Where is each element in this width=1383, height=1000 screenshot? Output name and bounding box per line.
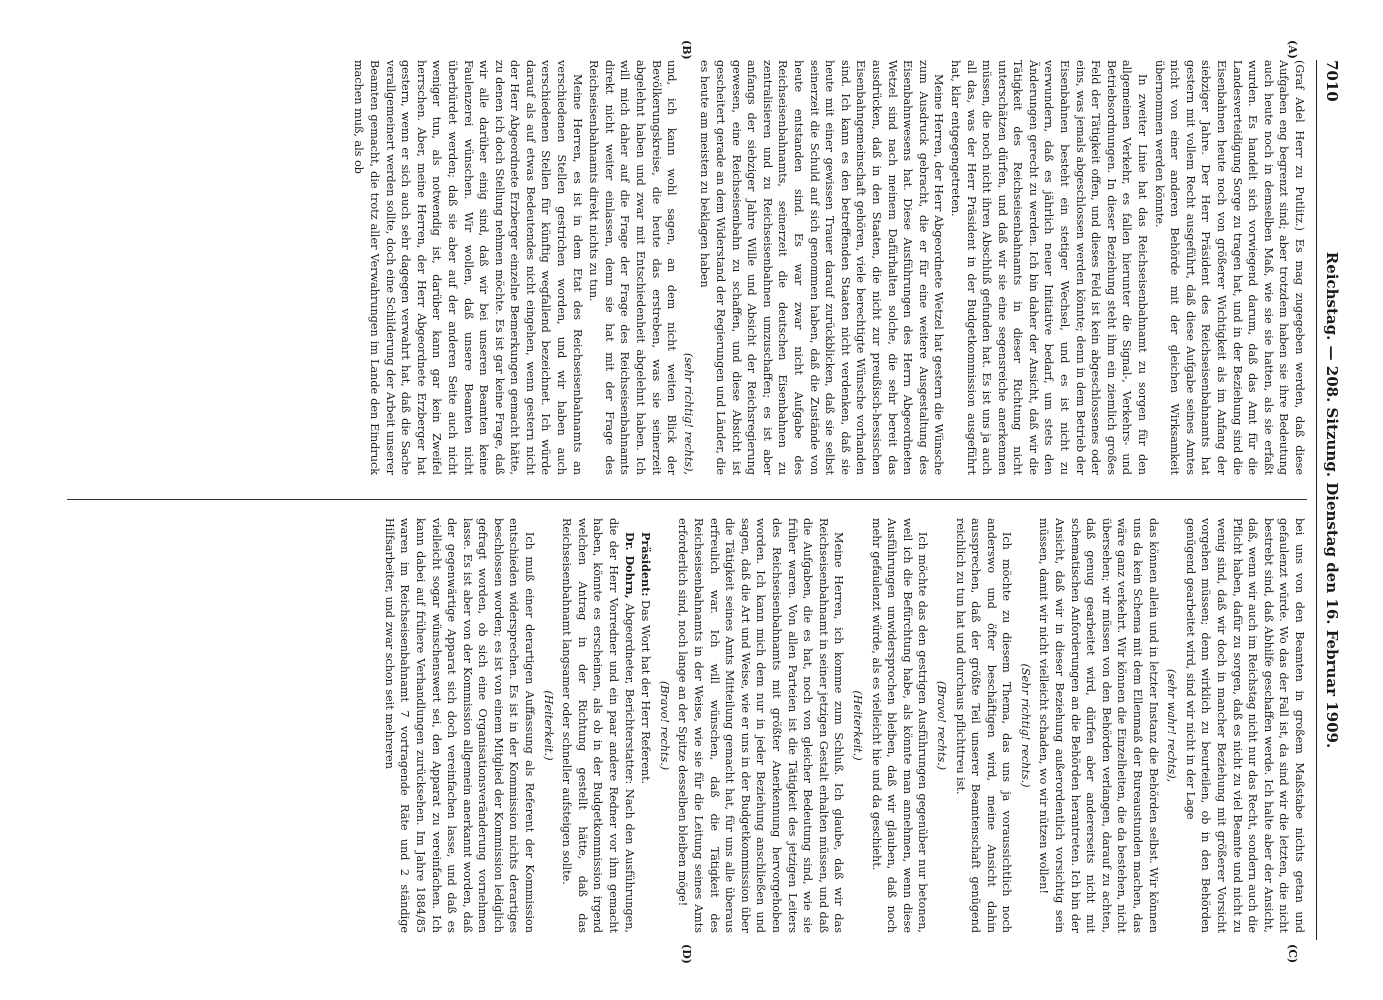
right-aside-3: (Bravo! rechts.) [934, 680, 948, 771]
right-column [380, 518, 1307, 933]
margin-mark-b: (B) [680, 40, 693, 60]
right-paragraph-5: Meine Herren, ich komme zum Schluß. Ich glaube, daß wir das Reichseisenbahnamt in seiner jetzigen Gestalt erhalten müssen, und daß die Aufgaben, die es hat, noch von gleicher Bedeutung sind, wie sie früher waren. Von allen Parteien ist die Tätigkeit des jetzigen Leiters des Reichseisenbahnamts mit größter Anerkennung hervorgehoben worden. Ich kann mich dem nur in jeder Beziehung anschließen und sagen, daß die Art und Weise, wie er uns in der Budgetkommission über die Tätigkeit seines Amts Mitteilung gemacht hat, für uns alle überaus erfreulich war. Ich will wünschen, daß die Tätigkeit des Reichseisenbahnamts in der Weise, wie sie für die Leitung seines Amts erforderlich sind, noch lange an der Spitze desselben bleiben möge! [676, 518, 846, 933]
right-aside-6: (Heiterkeit.) [541, 690, 555, 761]
right-aside-1: (sehr wahr! rechts), [1165, 668, 1179, 783]
right-paragraph-3: Ich möchte zu diesem Thema, das uns ja voraussichtlich noch anderswo und öfter beschäftigen wird, meine Ansicht dahin aussprechen, daß der größte Teil unserer Beamtenschaft genügend reichlich zu tun hat und durchaus pflichttreu ist. [953, 518, 1014, 933]
left-aside-1: (sehr richtig! rechts), [681, 352, 695, 475]
right-paragraph-2: das können allein und in letzter Instanz die Behörden selbst. Wir können uns da kein Schema mit dem Ellenmaß der Bureaustunden machen, das wäre ganz verkehrt. Wir können die Einzelheiten, die da bestehen, nicht übersehen; wir müssen von den Behörden verlangen, darauf zu achten, daß genug gearbeitet wird, dürfen aber andererseits nicht mit schematischen Anforderungen an die Behörden herantreten. Ich bin der Ansicht, daß wir in dieser Beziehung außerordentlich vorsichtig sein müssen, damit wir nicht vielleicht schaden, wo wir nützen wollen! [1037, 518, 1160, 933]
page-header [1317, 60, 1343, 940]
right-aside-5: (Bravo! rechts.) [657, 680, 671, 771]
right-aside-4: (Heiterkeit.) [850, 690, 864, 761]
dohrn-statement [559, 518, 637, 933]
left-paragraph-3: Meine Herren, der Herr Abgeordnete Wetzel hat gestern die Wünsche zum Ausdruck gebracht, die er für eine weitere Ausgestaltung des Eisenbahnwesens hat. Diese Ausführungen des Herrn Abgeordneten Wetzel sind nach meinem Dafürhalten solche, die sehr bereit das ausdrücken, daß in den Staaten, die nicht zur preußisch-hessischen Eisenbahngemeinschaft gehören, viele berechtigte Wünsche vorhanden sind. Ich kann es den betreffenden Staaten nicht verdenken, daß sie heute mit einer gewissen Trauer darauf zurückblicken, daß sie selbst seinerzeit die Schuld auf sich genommen haben, daß die Zustände von heute entstanden sind. Es war zwar nicht Aufgabe des Reichseisenbahnamts, seinerzeit die deutschen Eisenbahnen zu zentralisieren und zu Reichseisenbahnen umzuschaffen; es ist aber anfangs der siebziger Jahre Wille und Absicht der Reichsregierung gewesen, eine Reichseisenbahn zu schaffen, und diese Absicht ist gescheitert gerade an dem Widerstand der Regierungen und Länder, die es heute am meisten zu beklagen haben [698, 60, 946, 475]
left-paragraph-1: (Graf Adel Herr zu Putlitz.) Es mag zugegeben werden, daß diese Aufgaben eng begrenzt sind; aber trotzdem haben sie ihre Bedeutung auch heute noch in demselben Maß, wie sie sie hatten, als sie erfaßt wurden. Es handelt sich vorwiegend darum, daß das Amt für die Landesverteidigung Sorge zu tragen hat, und in der Beziehung sind die Eisenbahnen heute noch von größerer Wichtigkeit als im Anfang der siebziger Jahre. Der Herr Präsident des Reichseisenbahnamts hat gestern mit vollem Recht ausgeführt, daß diese Aufgabe seines Amtes nicht von einer anderen Behörde mit der gleichen Wirksamkeit übernommen werden könnte. [1152, 60, 1306, 475]
right-paragraph-4: Ich möchte das den gestrigen Ausführungen gegenüber nur betonen, weil ich die Befürchtung habe, als könnte man annehmen, wenn diese Ausführungen unwidersprochen bleiben, daß wir glauben, daß noch mehr gefaulenzt würde, als es vielleicht hie und da geschieht. [869, 518, 930, 933]
dohrn-text: Abgeordneter, Berichterstatter: Nach den Ausführungen, die der Herr Vorredner und ein paar andere Redner vor ihm gemacht haben, könnte es erscheinen, als ob in der Budgetkommission irgend welchen Antrag in der Richtung gestellt hätte, daß das Reichseisenbahnamt langsamer oder schneller aufsteigen sollte. [560, 518, 636, 934]
left-paragraph-5: Meine Herren, es ist in dem Etat des Reichseisenbahnamts an verschiedenen Stellen gestrichen worden, und wir haben auch verschiedenen Stellen für künftig wegfallend bezeichnet. Ich würde darauf als auf etwas Bedeutendes nicht eingehen, wenn gestern nicht der Herr Abgeordnete Erzberger einzelne Bemerkungen gemacht hätte, zu denen ich doch Stellung nehmen möchte. Es ist gar keine Frage, daß wir alle darüber einig sind, daß wir bei unseren Beamten keine Faulenzerei wünschen. Wir wollen, daß unsere Beamten nicht überbürdet werden; daß sie aber auf der anderen Seite auch nicht weniger tun, als notwendig ist, darüber kann gar kein Zweifel herrschen. Aber, meine Herren, der Herr Abgeordnete Erzberger hat gestern, wenn er sich auch sehr dagegen verwahrt hat, daß die Sache verallgemeinert werden sollte, doch eine Schilderung der Arbeit unserer Beamten gemacht, die trotz aller Verwahrungen im Lande den Eindruck machen muß, als ob [352, 60, 584, 475]
margin-mark-c: (C) [1286, 944, 1299, 964]
right-paragraph-7: Ich muß einer derartigen Auffassung als Referent der Kommission entschieden widersprechen. Es ist in der Kommission nichts derartiges beschlossen worden; es ist von einem Mitglied der Kommission lediglich gefragt worden, ob sich eine Organisationsveränderung vornehmen lasse. Es ist aber von der Kommission allgemein anerkannt worden, daß der gegenwärtige Apparat sich doch vereinfachen lasse, und daß es vielleicht sogar wünschenswert sei, den Apparat zu vereinfachen. Ich kann dabei auf frühere Verhandlungen zurücksehen. Im Jahre 1884/85 waren im Reichseisenbahnamt 7 vortragende Räte und 2 ständige Hilfsarbeiter, und zwar schon seit mehreren [382, 518, 537, 933]
margin-mark-d: (D) [680, 944, 693, 964]
margin-mark-a: (A) [1286, 40, 1299, 59]
header-rule [1316, 60, 1317, 940]
right-paragraph-1: bei uns von den Beamten in großem Maßstabe nichts getan und gefaulenzt würde. Wo das der Fall ist, da sind wir die letzten, die nicht bestrebt sind, daß Abhilfe geschaffen werde. Ich halte aber der Ansicht, daß, wenn wir auch im Reichstag nicht nur das Recht, sondern auch die Pflicht haben, dafür zu sorgen, daß es nicht zu viel Beamte und nicht zu wenig sind, daß wir doch in mancher Beziehung mit größerer Vorsicht vorgehen müssen; denn wirklich zu beurteilen, ob in den Behörden genügend gearbeitet wird, sind wir nicht in der Lage [1183, 518, 1306, 933]
left-paragraph-2: In zweiter Linie hat das Reichseisenbahnamt zu sorgen für den allgemeinen Verkehr, es fallen hierunter die Signal-, Verkehrs- und Betriebsordnungen. In dieser Beziehung steht ihm ein ziemlich großes Feld der Tätigkeit offen, und dieses Feld ist kein abgeschlossenes oder eins, was jemals abgeschlossen werden könnte; denn in dem Betrieb der Eisenbahnen besteht ein stetiger Wechsel, und es ist nicht zu verwundern, daß es jährlich neuer Initiative bedarf, um stets den Änderungen gerecht zu werden. Ich bin daher der Ansicht, daß wir die Tätigkeit des Reichseisenbahnamts in dieser Richtung nicht unterschätzen dürfen, und daß wir sie eine segensreiche anerkennen müssen, die noch nicht ihren Abschluß gefunden hat. Es ist uns ja auch all das, was der Herr Präsident in der Budgetkommission ausgeführt hat, klar entgegengetreten. [948, 60, 1150, 475]
dohrn-label: Dr. Dohrn, [622, 532, 637, 599]
left-column [350, 60, 1307, 475]
left-paragraph-4: und, ich kann wohl sagen, an dem nicht weiten Blick der Bevölkerungskreise, die heute das erstreben, was sie seinerzeit abgelehnt haben und zwar mit Entschiedenheit abgelehnt haben. Ich will mich daher auf die Frage der Frage des Reichseisenbahnamts direkt nicht weiter einlassen, denn sie hat mit der Frage des Reichseisenbahnamts direkt nichts zu tun. [587, 60, 679, 475]
president-label: Präsident: [639, 532, 654, 597]
president-statement [638, 518, 654, 933]
column-rule [67, 499, 1307, 500]
right-aside-2: (Sehr richtig! rechts.) [1018, 663, 1032, 788]
president-text: Das Wort hat der Herr Referent. [639, 600, 653, 785]
running-title: Reichstag. — 208. Sitzung. Dienstag den 16. Februar 1909. [1323, 251, 1341, 749]
page-number: 7010 [1323, 60, 1341, 102]
